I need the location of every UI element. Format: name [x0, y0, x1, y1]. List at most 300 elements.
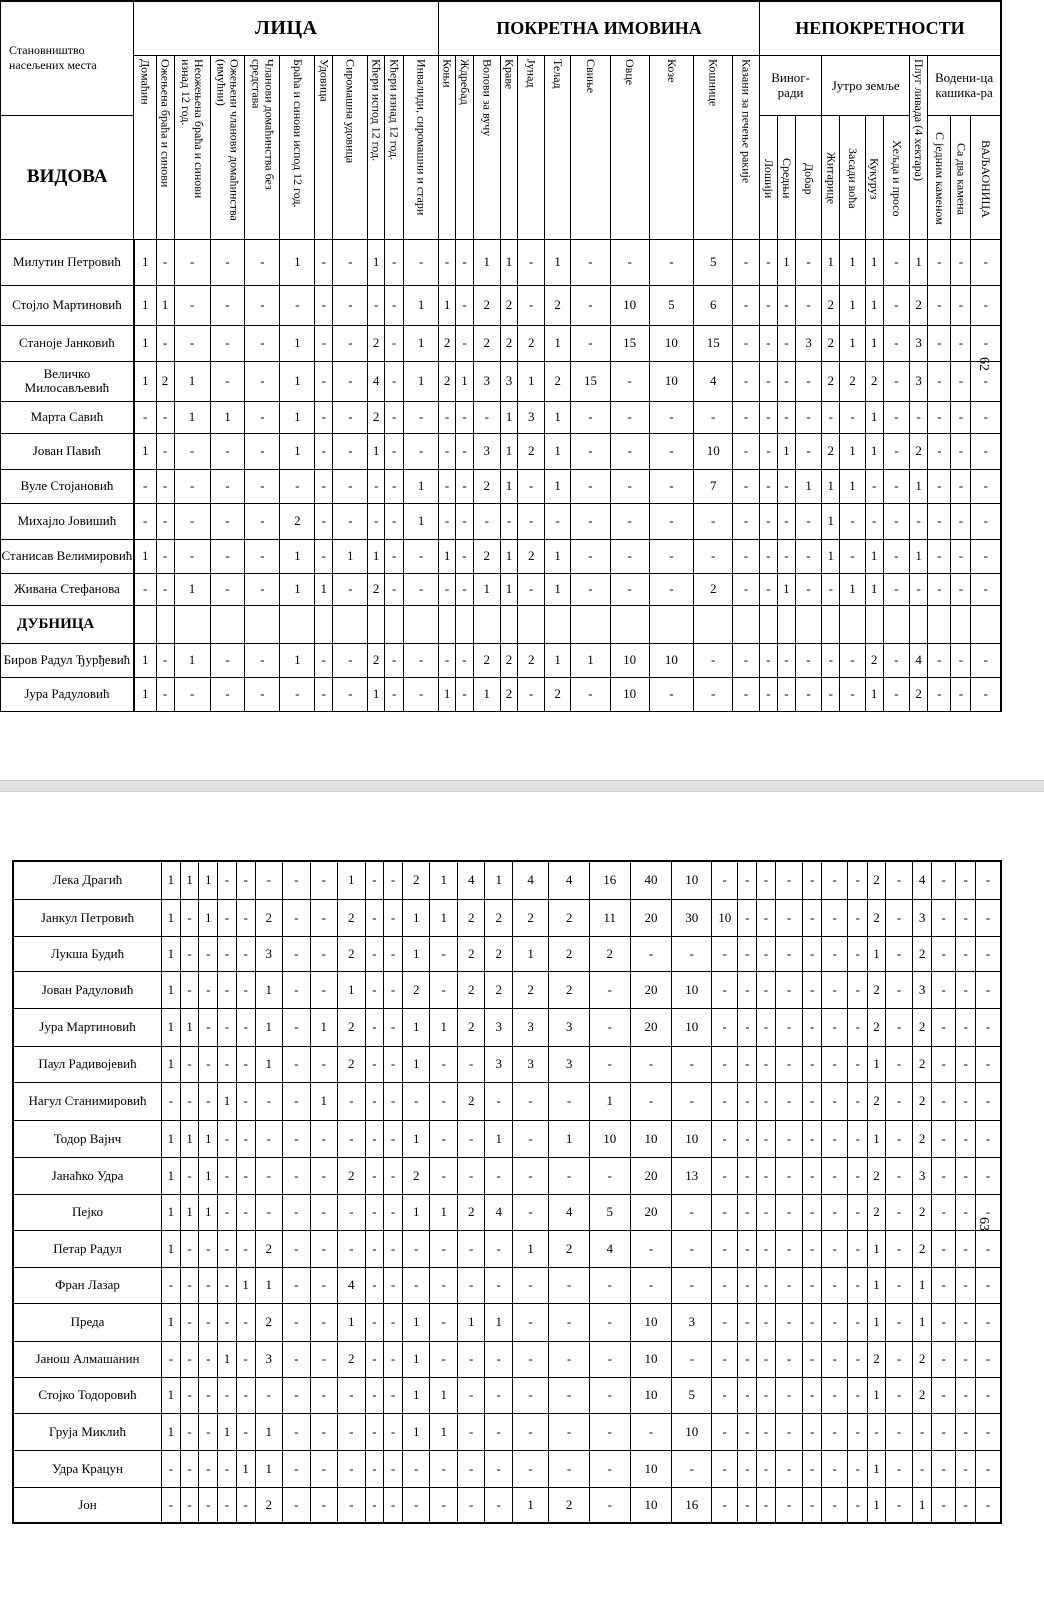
value-cell: -: [951, 433, 971, 469]
value-cell: 1: [134, 361, 156, 401]
value-cell: -: [457, 1157, 485, 1194]
value-cell: -: [512, 1120, 548, 1157]
value-cell: 4: [549, 1194, 590, 1230]
value-cell: -: [457, 1377, 485, 1413]
table-row: [13, 899, 1001, 936]
col-movable-3-label: Краве: [502, 58, 517, 89]
value-cell: -: [928, 239, 951, 285]
value-cell: -: [365, 1230, 384, 1267]
value-cell: -: [384, 1046, 403, 1082]
value-cell: -: [385, 239, 404, 285]
value-cell: -: [759, 573, 777, 605]
value-cell: 1: [439, 285, 456, 325]
value-cell: -: [928, 433, 951, 469]
value-cell: -: [457, 1230, 485, 1267]
value-cell: -: [976, 1341, 1001, 1377]
value-cell: 1: [134, 677, 156, 711]
person-name: Биров Радул Ђурђевић: [1, 643, 134, 677]
value-cell: -: [385, 643, 404, 677]
person-name: Јанаћко Удра: [13, 1157, 162, 1194]
value-cell: -: [156, 677, 174, 711]
value-cell: -: [457, 1341, 485, 1377]
value-cell: 1: [199, 1120, 218, 1157]
value-cell: 2: [255, 1487, 283, 1523]
value-cell: 5: [589, 1194, 630, 1230]
value-cell: 2: [338, 899, 366, 936]
value-cell: -: [365, 1377, 384, 1413]
empty-cell: [951, 605, 971, 643]
value-cell: 4: [457, 861, 485, 899]
empty-cell: [404, 605, 439, 643]
value-cell: -: [738, 899, 757, 936]
value-cell: -: [236, 1046, 255, 1082]
value-cell: -: [255, 1082, 283, 1120]
value-cell: -: [439, 401, 456, 433]
value-cell: -: [283, 1267, 311, 1303]
value-cell: 1: [840, 239, 865, 285]
value-cell: -: [885, 1341, 913, 1377]
value-cell: -: [162, 1450, 181, 1487]
empty-cell: [795, 605, 821, 643]
table-row: [13, 861, 1001, 899]
table-row: [1, 539, 1002, 573]
value-cell: -: [712, 1413, 738, 1450]
value-cell: 1: [868, 936, 886, 971]
value-cell: -: [315, 433, 333, 469]
value-cell: -: [384, 1120, 403, 1157]
value-cell: -: [245, 469, 280, 503]
value-cell: -: [777, 677, 795, 711]
value-cell: -: [672, 1046, 712, 1082]
value-cell: -: [315, 643, 333, 677]
value-cell: -: [848, 1487, 868, 1523]
table-row: [13, 1157, 1001, 1194]
value-cell: -: [610, 539, 649, 573]
value-cell: -: [283, 1046, 311, 1082]
col-movable-0: [439, 55, 456, 239]
col-persons-9-label: Кћери изнад 12 год.: [387, 58, 402, 160]
value-cell: 1: [280, 539, 315, 573]
value-cell: -: [757, 936, 776, 971]
value-cell: -: [868, 1413, 886, 1450]
value-cell: -: [630, 1230, 672, 1267]
value-cell: -: [932, 1267, 956, 1303]
value-cell: -: [210, 539, 245, 573]
value-cell: -: [245, 325, 280, 361]
table-row: [13, 1341, 1001, 1377]
value-cell: -: [210, 573, 245, 605]
value-cell: -: [430, 1450, 458, 1487]
value-cell: 2: [822, 285, 840, 325]
header-immovable-property: НЕПОКРЕТНОСТИ: [759, 1, 1001, 55]
value-cell: 3: [795, 325, 821, 361]
value-cell: 1: [865, 325, 883, 361]
value-cell: -: [385, 401, 404, 433]
col-land-3: [883, 115, 909, 239]
value-cell: -: [236, 1341, 255, 1377]
value-cell: -: [457, 1046, 485, 1082]
value-cell: -: [610, 573, 649, 605]
value-cell: -: [738, 1194, 757, 1230]
col-persons-4-label: Чланови домаћинства без средстава: [249, 58, 277, 190]
value-cell: 2: [913, 1120, 932, 1157]
value-cell: -: [932, 1450, 956, 1487]
value-cell: -: [848, 1303, 868, 1341]
value-cell: 3: [474, 433, 500, 469]
col-vineyard-0: [759, 115, 777, 239]
value-cell: -: [156, 325, 174, 361]
col-movable-8-label: Козе: [664, 58, 679, 82]
value-cell: -: [549, 1341, 590, 1377]
value-cell: -: [439, 643, 456, 677]
value-cell: -: [738, 1157, 757, 1194]
value-cell: 1: [544, 239, 570, 285]
value-cell: -: [951, 285, 971, 325]
value-cell: -: [310, 1377, 338, 1413]
table-row: [1, 325, 1002, 361]
value-cell: -: [365, 1341, 384, 1377]
value-cell: 1: [840, 325, 865, 361]
value-cell: 3: [485, 1046, 513, 1082]
value-cell: -: [712, 1120, 738, 1157]
value-cell: -: [174, 285, 210, 325]
empty-cell: [649, 605, 693, 643]
value-cell: -: [757, 861, 776, 899]
value-cell: 1: [868, 1120, 886, 1157]
value-cell: -: [822, 1046, 848, 1082]
value-cell: -: [485, 1450, 513, 1487]
col-persons-0: [134, 55, 156, 239]
value-cell: 1: [162, 1194, 181, 1230]
person-name: Марта Савић: [1, 401, 134, 433]
value-cell: -: [439, 573, 456, 605]
village-name-section: ДУБНИЦА: [1, 605, 134, 643]
value-cell: 1: [868, 1487, 886, 1523]
value-cell: 1: [910, 539, 928, 573]
value-cell: -: [822, 1082, 848, 1120]
value-cell: -: [777, 503, 795, 539]
value-cell: -: [932, 1377, 956, 1413]
value-cell: -: [236, 1120, 255, 1157]
value-cell: -: [795, 285, 821, 325]
value-cell: -: [245, 239, 280, 285]
value-cell: -: [210, 469, 245, 503]
value-cell: -: [928, 401, 951, 433]
value-cell: -: [757, 1450, 776, 1487]
value-cell: 2: [544, 285, 570, 325]
value-cell: 1: [218, 1082, 237, 1120]
value-cell: -: [385, 677, 404, 711]
value-cell: 1: [868, 1046, 886, 1082]
value-cell: -: [694, 677, 733, 711]
value-cell: -: [848, 1230, 868, 1267]
col-persons-6-label: Удовица: [317, 58, 332, 102]
value-cell: -: [928, 677, 951, 711]
value-cell: 1: [162, 861, 181, 899]
value-cell: -: [738, 1377, 757, 1413]
value-cell: -: [840, 677, 865, 711]
person-name: Јура Мартиновић: [13, 1008, 162, 1046]
value-cell: -: [549, 1413, 590, 1450]
value-cell: -: [549, 1450, 590, 1487]
header-movable-property: ПОКРЕТНА ИМОВИНА: [439, 1, 760, 55]
value-cell: -: [712, 1046, 738, 1082]
value-cell: -: [976, 1008, 1001, 1046]
value-cell: -: [956, 1008, 976, 1046]
value-cell: -: [971, 539, 1001, 573]
value-cell: 1: [368, 239, 385, 285]
value-cell: -: [759, 469, 777, 503]
value-cell: 2: [474, 539, 500, 573]
value-cell: -: [245, 433, 280, 469]
value-cell: -: [180, 1450, 199, 1487]
value-cell: -: [795, 401, 821, 433]
value-cell: -: [951, 469, 971, 503]
value-cell: -: [404, 643, 439, 677]
value-cell: -: [822, 899, 848, 936]
value-cell: -: [610, 469, 649, 503]
value-cell: -: [456, 469, 474, 503]
value-cell: -: [134, 573, 156, 605]
value-cell: -: [803, 1046, 822, 1082]
value-cell: -: [162, 1487, 181, 1523]
value-cell: -: [932, 1230, 956, 1267]
page-separator: [0, 780, 1044, 792]
person-name: Јанкул Петровић: [13, 899, 162, 936]
value-cell: 2: [868, 1194, 886, 1230]
value-cell: -: [672, 1082, 712, 1120]
value-cell: -: [384, 1230, 403, 1267]
value-cell: -: [738, 1008, 757, 1046]
value-cell: -: [759, 677, 777, 711]
value-cell: 1: [368, 677, 385, 711]
value-cell: 1: [822, 239, 840, 285]
empty-cell: [971, 605, 1001, 643]
value-cell: 1: [865, 433, 883, 469]
value-cell: 4: [910, 643, 928, 677]
value-cell: -: [180, 1157, 199, 1194]
value-cell: -: [365, 1194, 384, 1230]
value-cell: -: [883, 239, 909, 285]
value-cell: -: [571, 433, 610, 469]
table-row: [13, 1450, 1001, 1487]
value-cell: 10: [649, 361, 693, 401]
value-cell: -: [199, 1046, 218, 1082]
value-cell: -: [338, 1413, 366, 1450]
value-cell: -: [951, 239, 971, 285]
value-cell: -: [775, 971, 803, 1008]
value-cell: -: [236, 1303, 255, 1341]
value-cell: -: [757, 1046, 776, 1082]
value-cell: -: [283, 1377, 311, 1413]
empty-cell: [733, 605, 760, 643]
value-cell: -: [430, 1120, 458, 1157]
value-cell: -: [485, 1267, 513, 1303]
value-cell: -: [885, 1377, 913, 1413]
value-cell: -: [885, 1157, 913, 1194]
col-land-2-label: Кукуруз: [867, 157, 882, 200]
empty-cell: [883, 605, 909, 643]
person-name: Пејко: [13, 1194, 162, 1230]
value-cell: -: [775, 1450, 803, 1487]
table-row: [13, 1008, 1001, 1046]
value-cell: 2: [694, 573, 733, 605]
value-cell: -: [757, 1487, 776, 1523]
value-cell: 2: [518, 643, 544, 677]
value-cell: -: [775, 1341, 803, 1377]
col-land-0-label: Житарице: [824, 152, 839, 205]
value-cell: 1: [280, 239, 315, 285]
value-cell: -: [199, 1082, 218, 1120]
value-cell: 2: [457, 971, 485, 1008]
value-cell: -: [439, 503, 456, 539]
value-cell: 1: [162, 971, 181, 1008]
value-cell: -: [757, 1082, 776, 1120]
value-cell: -: [883, 361, 909, 401]
value-cell: -: [822, 401, 840, 433]
value-cell: -: [630, 1046, 672, 1082]
col-movable-1: [456, 55, 474, 239]
value-cell: -: [457, 1487, 485, 1523]
value-cell: -: [255, 1120, 283, 1157]
value-cell: -: [384, 1082, 403, 1120]
value-cell: -: [822, 1413, 848, 1450]
value-cell: -: [913, 1450, 932, 1487]
value-cell: -: [738, 1303, 757, 1341]
empty-cell: [544, 605, 570, 643]
value-cell: -: [738, 971, 757, 1008]
table-row: [13, 936, 1001, 971]
value-cell: -: [840, 503, 865, 539]
empty-cell: [210, 605, 245, 643]
value-cell: -: [310, 936, 338, 971]
value-cell: -: [840, 401, 865, 433]
value-cell: -: [610, 503, 649, 539]
value-cell: -: [649, 433, 693, 469]
value-cell: -: [694, 539, 733, 573]
value-cell: -: [932, 1194, 956, 1230]
value-cell: -: [174, 539, 210, 573]
value-cell: -: [885, 1413, 913, 1450]
value-cell: -: [712, 1267, 738, 1303]
col-persons-8-label: Кћери испод 12 год.: [369, 58, 384, 161]
value-cell: -: [795, 643, 821, 677]
value-cell: -: [649, 539, 693, 573]
value-cell: -: [848, 899, 868, 936]
col-movable-3: [500, 55, 518, 239]
value-cell: -: [795, 677, 821, 711]
person-name: Станоје Јанковић: [1, 325, 134, 361]
value-cell: -: [712, 936, 738, 971]
value-cell: -: [775, 861, 803, 899]
value-cell: -: [932, 1082, 956, 1120]
value-cell: -: [956, 1487, 976, 1523]
value-cell: 3: [500, 361, 518, 401]
value-cell: -: [384, 1413, 403, 1450]
value-cell: -: [795, 503, 821, 539]
value-cell: 1: [868, 1303, 886, 1341]
person-name: Станисав Велимировић: [1, 539, 134, 573]
value-cell: -: [245, 361, 280, 401]
value-cell: -: [775, 1267, 803, 1303]
value-cell: -: [976, 1120, 1001, 1157]
value-cell: -: [757, 1230, 776, 1267]
value-cell: -: [848, 1157, 868, 1194]
value-cell: -: [199, 1230, 218, 1267]
value-cell: -: [485, 1341, 513, 1377]
value-cell: -: [672, 936, 712, 971]
value-cell: -: [338, 1450, 366, 1487]
value-cell: -: [956, 899, 976, 936]
value-cell: 3: [255, 936, 283, 971]
value-cell: -: [775, 899, 803, 936]
value-cell: 1: [544, 469, 570, 503]
value-cell: -: [956, 1082, 976, 1120]
value-cell: 10: [630, 1303, 672, 1341]
value-cell: -: [738, 1120, 757, 1157]
value-cell: 1: [156, 285, 174, 325]
value-cell: -: [485, 1230, 513, 1267]
value-cell: -: [255, 1194, 283, 1230]
value-cell: -: [738, 1487, 757, 1523]
value-cell: -: [932, 1157, 956, 1194]
value-cell: -: [338, 1230, 366, 1267]
value-cell: -: [384, 899, 403, 936]
col-mill-1: [951, 115, 971, 239]
value-cell: 3: [910, 325, 928, 361]
value-cell: -: [733, 285, 760, 325]
value-cell: 2: [549, 971, 590, 1008]
col-movable-2-label: Волови за вучу: [480, 58, 495, 136]
value-cell: -: [310, 971, 338, 1008]
value-cell: -: [368, 285, 385, 325]
table-row: [13, 1230, 1001, 1267]
value-cell: -: [589, 1008, 630, 1046]
value-cell: -: [712, 861, 738, 899]
value-cell: -: [199, 1303, 218, 1341]
value-cell: 4: [589, 1230, 630, 1267]
value-cell: -: [333, 325, 368, 361]
value-cell: -: [759, 361, 777, 401]
col-persons-1: [156, 55, 174, 239]
value-cell: 1: [913, 1487, 932, 1523]
col-persons-10: [404, 55, 439, 239]
value-cell: 3: [913, 971, 932, 1008]
value-cell: 1: [840, 433, 865, 469]
value-cell: -: [822, 1120, 848, 1157]
value-cell: 1: [368, 539, 385, 573]
value-cell: 1: [402, 1008, 430, 1046]
value-cell: -: [338, 1194, 366, 1230]
value-cell: -: [928, 643, 951, 677]
value-cell: -: [759, 285, 777, 325]
value-cell: -: [338, 1487, 366, 1523]
value-cell: -: [822, 1157, 848, 1194]
value-cell: 1: [180, 1008, 199, 1046]
value-cell: -: [430, 1267, 458, 1303]
value-cell: 11: [589, 899, 630, 936]
value-cell: -: [971, 469, 1001, 503]
value-cell: -: [384, 936, 403, 971]
value-cell: -: [365, 1267, 384, 1303]
value-cell: 10: [630, 1450, 672, 1487]
value-cell: -: [712, 1194, 738, 1230]
col-mill-0: [928, 115, 951, 239]
value-cell: -: [518, 239, 544, 285]
value-cell: 1: [402, 936, 430, 971]
value-cell: 1: [571, 643, 610, 677]
value-cell: -: [199, 1450, 218, 1487]
